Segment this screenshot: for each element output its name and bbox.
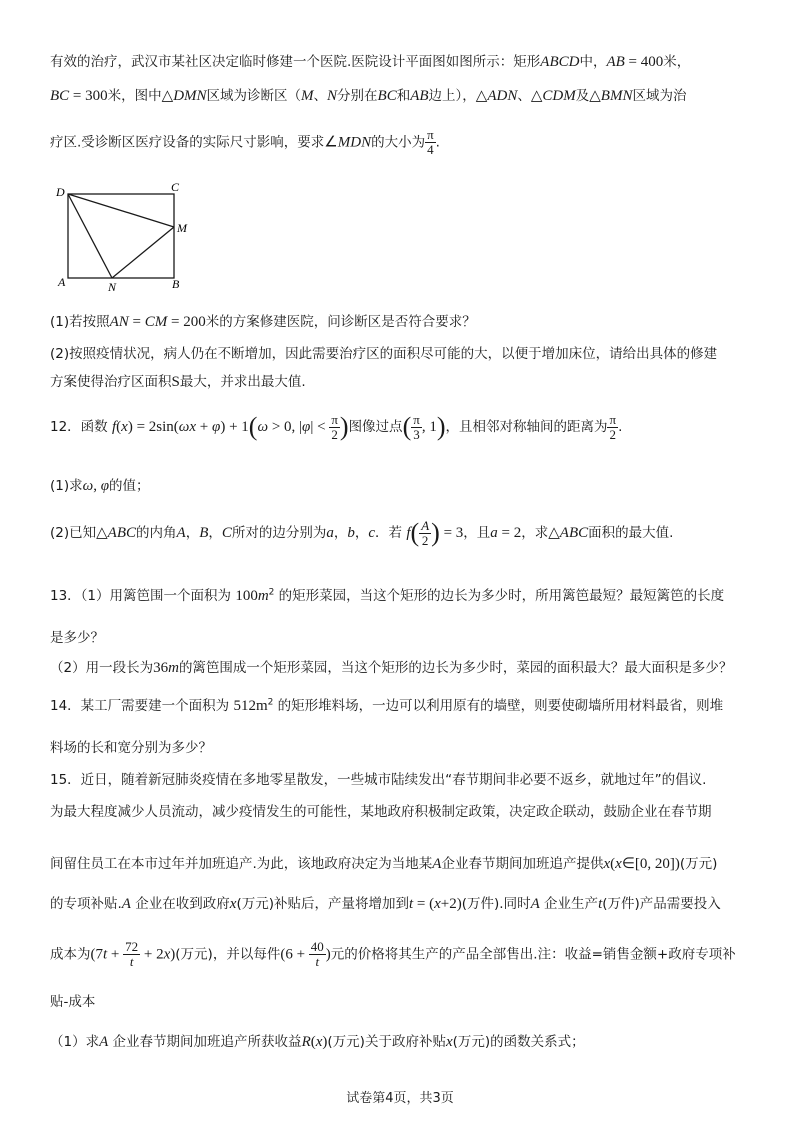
p15-question1: （1）求A 企业春节期间加班追产所获收益R(x)(万元)关于政府补贴x(万元)的函数关系式；: [50, 1034, 585, 1050]
p14-line2: 料场的长和宽分别为多少？: [50, 740, 212, 756]
p11-line3: 疗区.受诊断区医疗设备的实际尺寸影响，要求∠MDN的大小为 $\frac{\pi}{4}$ .: [50, 127, 440, 157]
rectangle-figure: [50, 182, 200, 294]
p13-line1: 13．（1）用篱笆围一个面积为 $100m^2$ 的矩形菜园，当这个矩形的边长为多少时，所用篱笆最短？最短篱笆的长度: [50, 587, 725, 604]
page-footer: 试卷第4页，共3页: [346, 1091, 454, 1106]
label-b: B: [172, 277, 180, 291]
p11-question2-line2: 方案使得治疗区面积S最大，并求出最大值.: [50, 374, 306, 390]
p15-line2: 为最大程度减少人员流动，减少疫情发生的可能性，某地政府积极制定政策，决定政企联动，鼓励企业在春节期: [50, 804, 712, 820]
label-d: D: [56, 185, 65, 199]
p15-line4: 的专项补贴.A 企业在收到政府x(万元)补贴后，产量将增加到t = (x+2)(万件).同时A 企业生产t(万件)产品需要投入: [50, 896, 721, 912]
segment-dn: [68, 194, 112, 278]
p15-line6: 贴-成本: [50, 994, 96, 1010]
label-a: A: [58, 275, 66, 289]
p13-line2: 是多少？: [50, 630, 104, 646]
p15-line1: 15．近日，随着新冠肺炎疫情在多地零星散发，一些城市陆续发出“春节期间非必要不返乡，就地过年”的倡议.: [50, 772, 707, 788]
p11-line1: 有效的治疗，武汉市某社区决定临时修建一个医院.医院设计平面图如图所示：矩形ABCD中，AB = 400米，: [50, 54, 691, 70]
p12-question1: (1)求ω, φ的值；: [50, 478, 150, 494]
segment-dm: [68, 194, 174, 227]
rect-abcd: [68, 194, 174, 278]
p12-question2: (2)已知△ABC的内角A，B，C所对的边分别为a，b，c．若 f( $\frac{A}{2}$ ) = 3，且a = 2，求△ABC面积的最大值.: [50, 517, 674, 548]
p15-line3: 间留住员工在本市过年并加班追产.为此，该地政府决定为当地某A企业春节期间加班追产提供x(x∈[0, 20])(万元): [50, 856, 718, 872]
p11-question2-line1: (2)按照疫情状况，病人仍在不断增加，因此需要治疗区的面积尽可能的大，以便于增加床位，请给出具体的修建: [50, 346, 718, 362]
p11-question1: (1)若按照AN = CM = 200米的方案修建医院，问诊断区是否符合要求？: [50, 314, 476, 330]
p11-line2: BC = 300米，图中△DMN区域为诊断区（M、N分别在BC和AB边上），△ADN、△CDM及△BMN区域为治: [50, 88, 687, 104]
segment-mn: [112, 227, 174, 278]
p12-line1: 12．函数 f(x) = 2sin(ωx + φ) + 1(ω > 0, |φ| < $\frac{\pi}{2}$ )图像过点( $\frac{\pi}{3}$ , 1)，且相邻对称轴间的距离为 $\frac{\pi}{2}$ .: [50, 411, 623, 442]
p14-line1: 14．某工厂需要建一个面积为 $512m^2$ 的矩形堆料场，一边可以利用原有的墙壁，则要使砌墙所用材料最省，则堆: [50, 697, 724, 714]
p13-line3: （2）用一段长为36m的篱笆围成一个矩形菜园，当这个矩形的边长为多少时，菜园的面积最大？最大面积是多少？: [50, 660, 733, 676]
label-n: N: [108, 280, 117, 294]
p15-line5: 成本为(7t + $\frac{72}{t}$ + 2x)(万元)，并以每件(6 + $\frac{40}{t}$ )元的价格将其生产的产品全部售出.注：收益=销售金额+政府专项补: [50, 939, 736, 969]
label-m: M: [177, 221, 187, 235]
label-c: C: [171, 182, 180, 194]
